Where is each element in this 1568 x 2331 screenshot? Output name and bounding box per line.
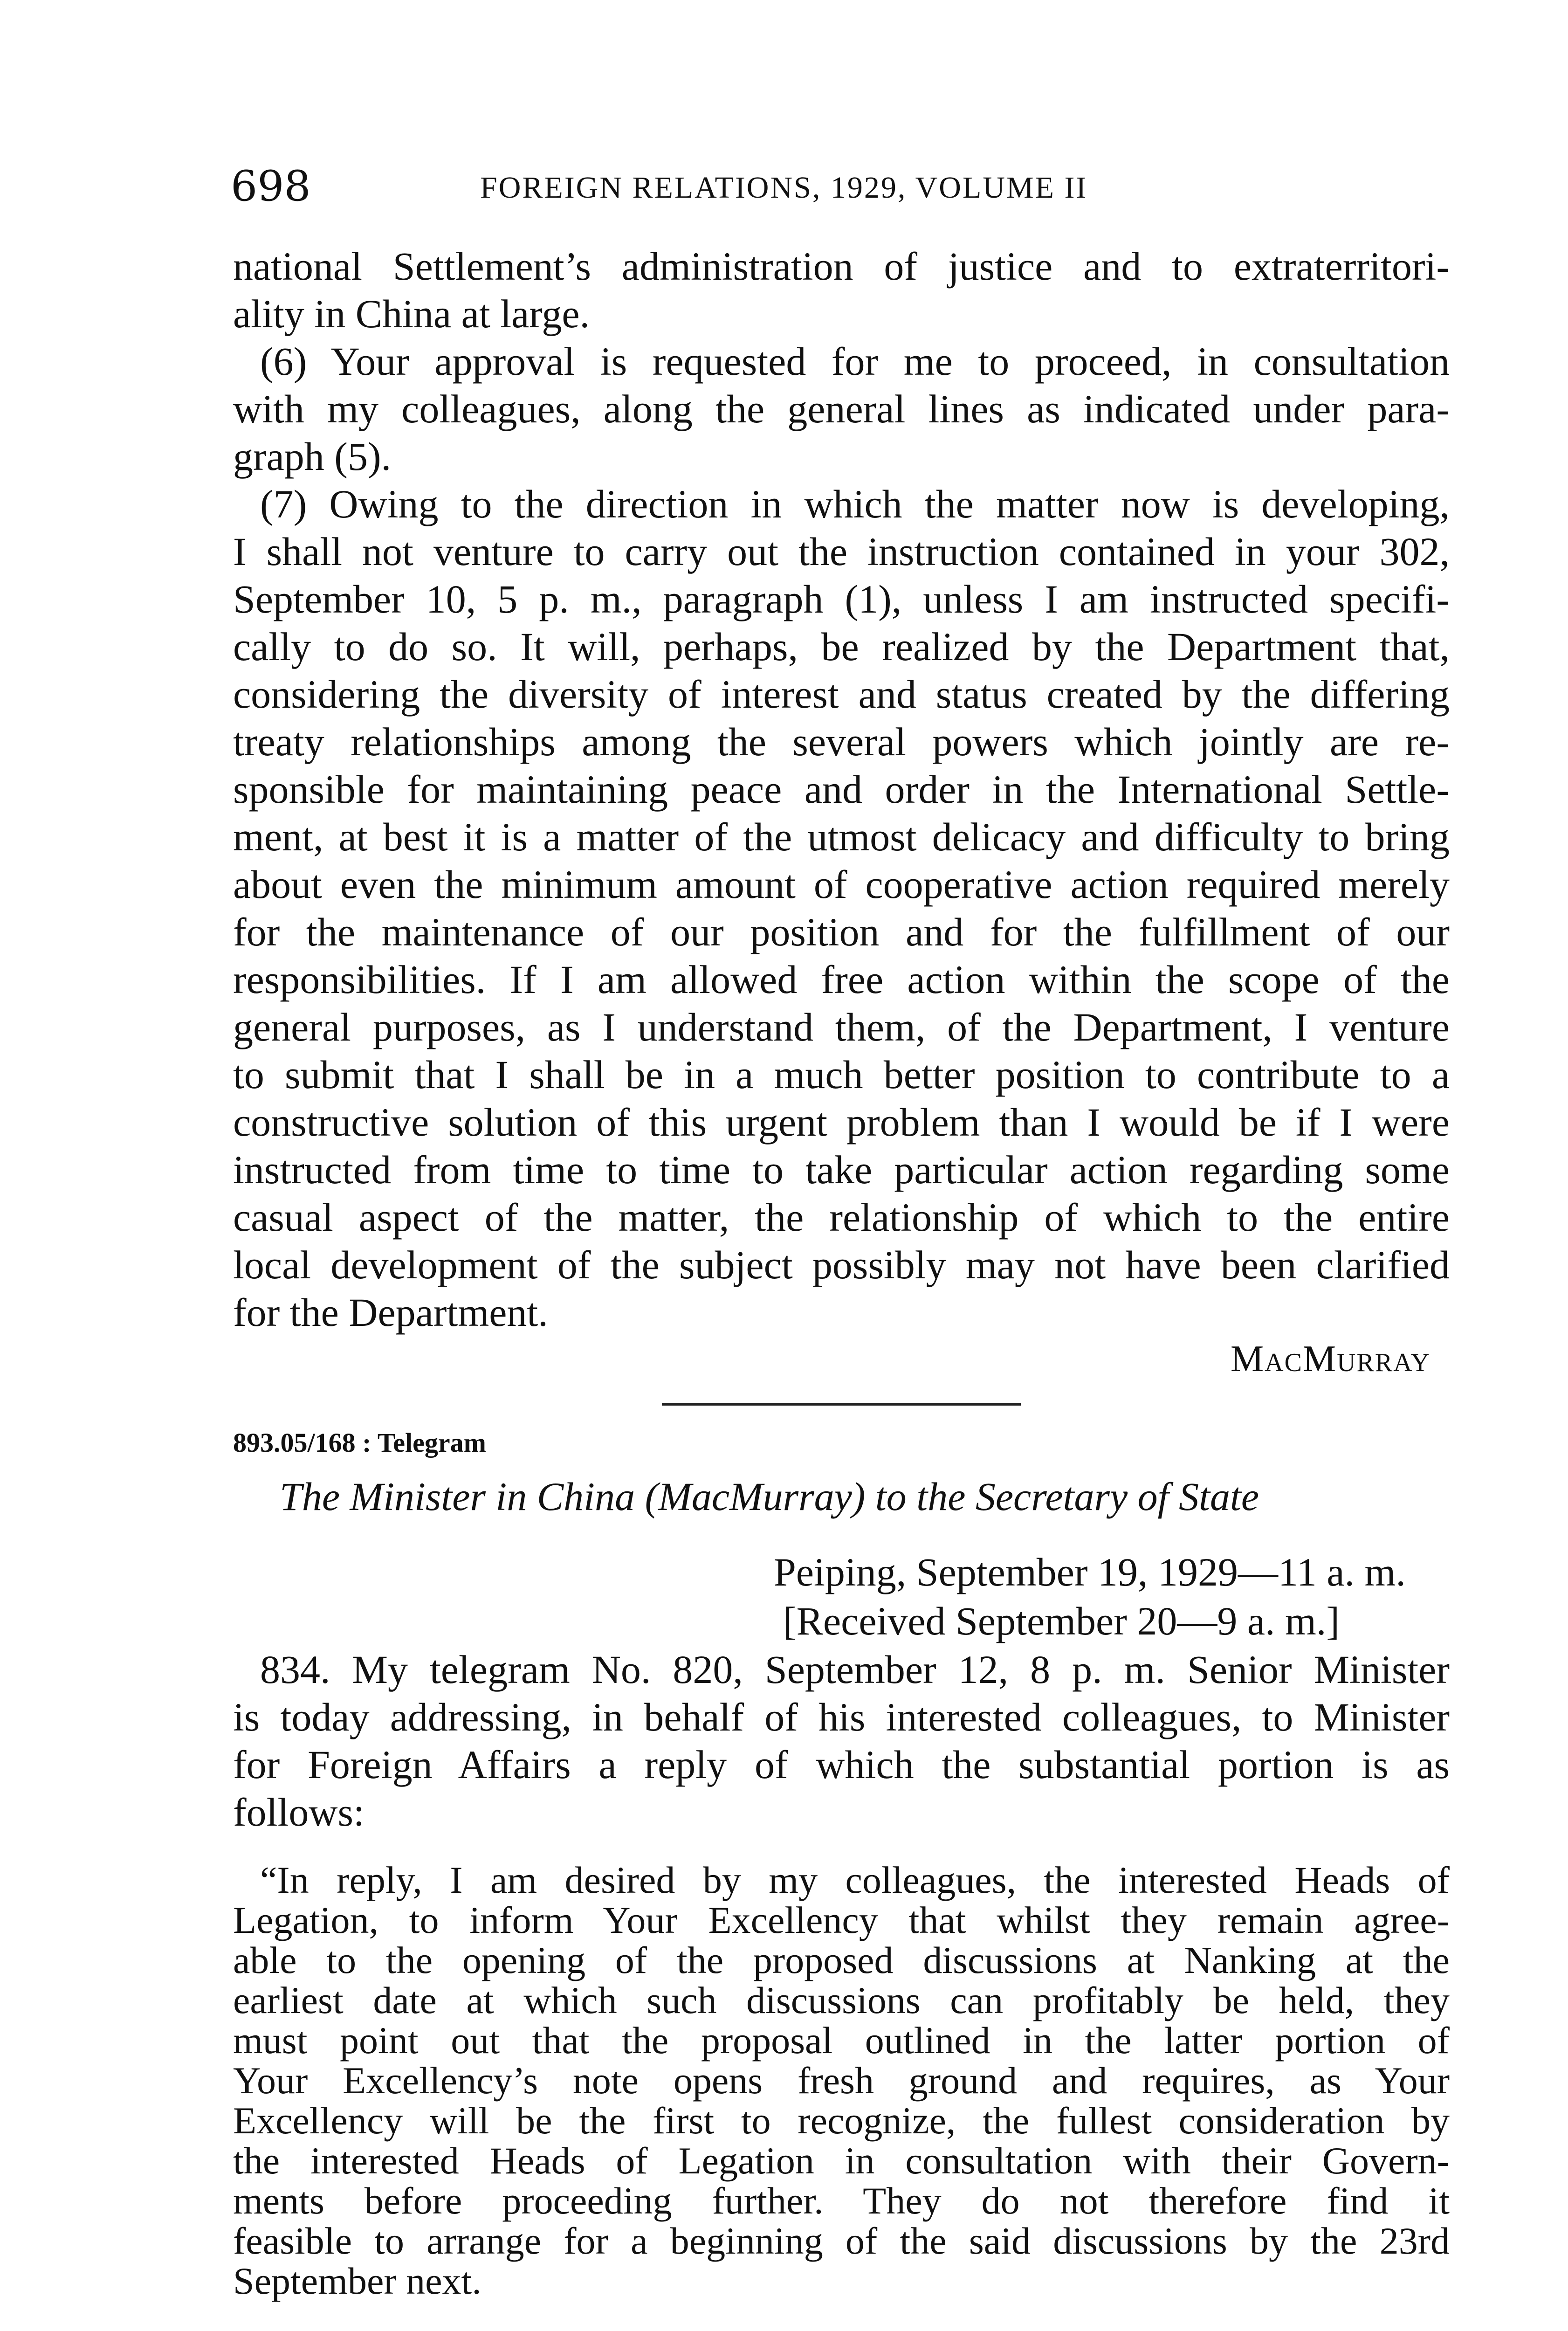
text-line: sponsible for maintaining peace and order in the International Settle- — [233, 767, 1450, 812]
text-line: treaty relationships among the several powers which jointly are re- — [233, 719, 1450, 764]
quote-line: able to the opening of the proposed discussions at Nanking at the — [233, 1939, 1450, 1981]
text-line: follows: — [233, 1790, 364, 1834]
quote-line: “In reply, I am desired by my colleagues, the interested Heads of — [260, 1859, 1450, 1901]
dateline — [774, 1548, 1406, 1597]
text-line: general purposes, as I understand them, of the Department, I venture — [233, 1005, 1450, 1049]
text-line: I shall not venture to carry out the instruction contained in your 302, — [233, 529, 1450, 574]
text-line: (6) Your approval is requested for me to proceed, in consultation — [260, 339, 1450, 384]
quote-line: September next. — [233, 2260, 481, 2302]
text-line: about even the minimum amount of cooperative action required merely — [233, 862, 1450, 907]
quote-line: Excellency will be the first to recognize, the fullest consideration by — [233, 2099, 1450, 2142]
section-divider — [662, 1403, 1021, 1406]
telegram-paragraph — [233, 1646, 1450, 1836]
text-line: for the maintenance of our position and for the fulfillment of our — [233, 910, 1450, 954]
text-line: graph (5). — [233, 434, 392, 479]
text-line: for the Department. — [233, 1290, 548, 1335]
page-number: 698 — [231, 162, 311, 211]
quote-line: Legation, to inform Your Excellency that whilst they remain agree- — [233, 1899, 1450, 1941]
received-note: [Received September 20—9 a. m.] — [783, 1599, 1340, 1643]
text-line: 834. My telegram No. 820, September 12, 8 p. m. Senior Minister — [260, 1647, 1450, 1692]
quote-line: earliest date at which such discussions can profitably be held, they — [233, 1979, 1450, 2021]
text-line: cally to do so. It will, perhaps, be realized by the Department that, — [233, 624, 1450, 669]
signature: MacMurray — [1231, 1338, 1430, 1379]
dateline-text: Peiping, September 19, 1929—11 a. m. — [774, 1550, 1406, 1594]
text-line: ality in China at large. — [233, 291, 590, 336]
section1-body — [233, 242, 1450, 1336]
text-line: is today addressing, in behalf of his interested colleagues, to Minister — [233, 1695, 1450, 1739]
quote-line: the interested Heads of Legation in consultation with their Govern- — [233, 2139, 1450, 2182]
text-line: (7) Owing to the direction in which the matter now is developing, — [260, 482, 1450, 526]
text-line: September 10, 5 p. m., paragraph (1), unless I am instructed specifi- — [233, 577, 1450, 621]
text-line: constructive solution of this urgent problem than I would be if I were — [233, 1100, 1450, 1145]
text-line: ment, at best it is a matter of the utmost delicacy and difficulty to bring — [233, 814, 1450, 859]
running-head: FOREIGN RELATIONS, 1929, VOLUME II — [480, 171, 1088, 205]
quote-line: feasible to arrange for a beginning of the said discussions by the 23rd — [233, 2220, 1450, 2262]
text-line: for Foreign Affairs a reply of which the substantial portion is as — [233, 1742, 1450, 1787]
file-reference: 893.05/168 : Telegram — [233, 1428, 486, 1458]
text-line: considering the diversity of interest and status created by the differing — [233, 672, 1450, 717]
quote-line: Your Excellency’s note opens fresh ground and requires, as Your — [233, 2059, 1450, 2102]
quote-line: must point out that the proposal outlined in the latter portion of — [233, 2019, 1450, 2062]
text-line: instructed from time to time to take particular action regarding some — [233, 1147, 1450, 1192]
text-line: casual aspect of the matter, the relationship of which to the entire — [233, 1195, 1450, 1240]
text-line: responsibilities. If I am allowed free action within the scope of the — [233, 957, 1450, 1002]
quote-line: ments before proceeding further. They do not therefore find it — [233, 2179, 1450, 2222]
text-line: national Settlement’s administration of justice and to extraterritori- — [233, 244, 1450, 289]
document-title: The Minister in China (MacMurray) to the Secretary of State — [280, 1474, 1259, 1519]
text-line: to submit that I shall be in a much better position to contribute to a — [233, 1052, 1450, 1097]
text-line: with my colleagues, along the general lines as indicated under para- — [233, 386, 1450, 431]
quoted-reply — [233, 1860, 1450, 2301]
page-header — [231, 161, 1359, 212]
text-line: local development of the subject possibly may not have been clarified — [233, 1242, 1450, 1287]
